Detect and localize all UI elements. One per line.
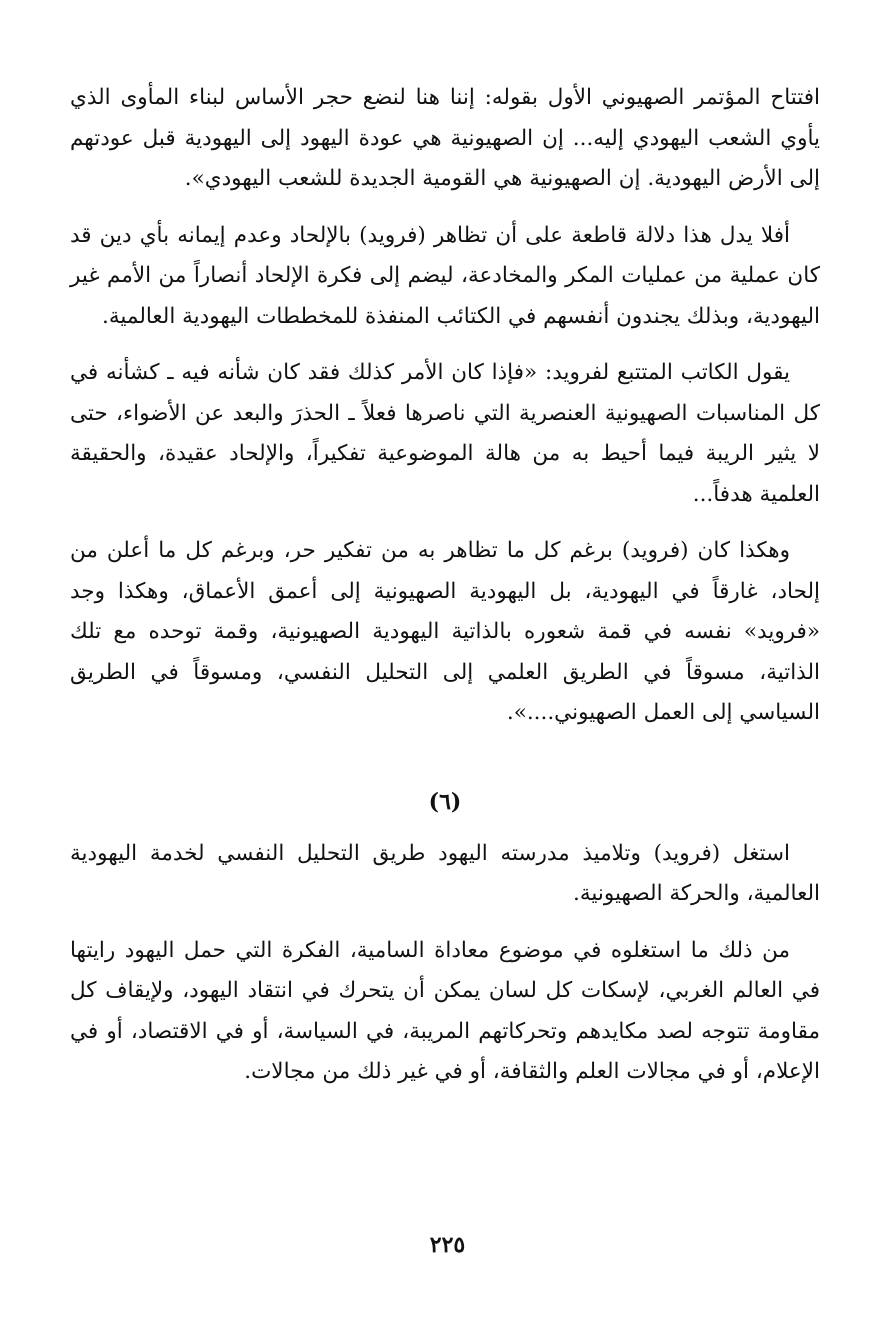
paragraph-antisemitism: من ذلك ما استغلوه في موضوع معاداة السامية، الفكرة التي حمل اليهود رايتها في العالم الغربي، لإسكات كل لسان يمكن أن يتحرك في انتقاد اليهود، ولإيقاف كل مقاومة تتوجه لصد مكايدهم وتحركاتهم المريبة، في السياسة، أو في الاقتصاد، أو في الإعلام، أو في مجالات العلم والثقافة، أو في غير ذلك من مجالات. (70, 937, 820, 1084)
page-number: ٢٢٥ (429, 1232, 466, 1258)
paragraph-psychoanalysis-exploitation: استغل (فرويد) وتلاميذ مدرسته اليهود طريق التحليل النفسي لخدمة اليهودية العالمية، والحركة الصهيونية. (70, 840, 820, 906)
page-body (70, 78, 820, 1109)
paragraph-freud-jewish-identity: وهكذا كان (فرويد) برغم كل ما تظاهر به من تفكير حر، وبرغم كل ما أعلن من إلحاد، غارقاً في اليهودية، بل اليهودية الصهيونية إلى أعمق الأعماق، وهكذا وجد «فرويد» نفسه في قمة شعوره بالذاتية اليهودية الصهيونية، وقمة توحده مع تلك الذاتية، مسوقاً في الطريق العلمي إلى التحليل النفسي، ومسوقاً في الطريق السياسي إلى العمل الصهيوني....». (70, 538, 820, 725)
paragraph-zionist-congress-quote: افتتاح المؤتمر الصهيوني الأول بقوله: إننا هنا لنضع حجر الأساس لبناء المأوى الذي يأوي الشعب اليهودي إليه... إن الصهيونية هي عودة اليهود إلى اليهودية قبل عودتهم إلى الأرض اليهودية. إن الصهيونية هي القومية الجديدة للشعب اليهودي». (70, 85, 820, 191)
paragraph-freud-atheism: أفلا يدل هذا دلالة قاطعة على أن تظاهر (فرويد) بالإلحاد وعدم إيمانه بأي دين قد كان عملية من عمليات المكر والمخادعة، ليضم إلى فكرة الإلحاد أنصاراً من الأمم غير اليهودية، وبذلك يجندون أنفسهم في الكتائب المنفذة للمخططات اليهودية العالمية. (70, 222, 820, 329)
section-number-heading: (٦) (428, 788, 462, 815)
paragraph-freud-follower-quote: يقول الكاتب المتتبع لفرويد: «فإذا كان الأمر كذلك فقد كان شأنه فيه ـ كشأنه في كل المناسبات الصهيونية العنصرية التي ناصرها فعلاً ـ الحذرَ والبعد عن الأضواء، حتى لا يثير الريبة فيما أحيط به من هالة الموضوعية تفكيراً، والإلحاد عقيدة، والحقيقة العلمية هدفاً... (70, 360, 820, 507)
